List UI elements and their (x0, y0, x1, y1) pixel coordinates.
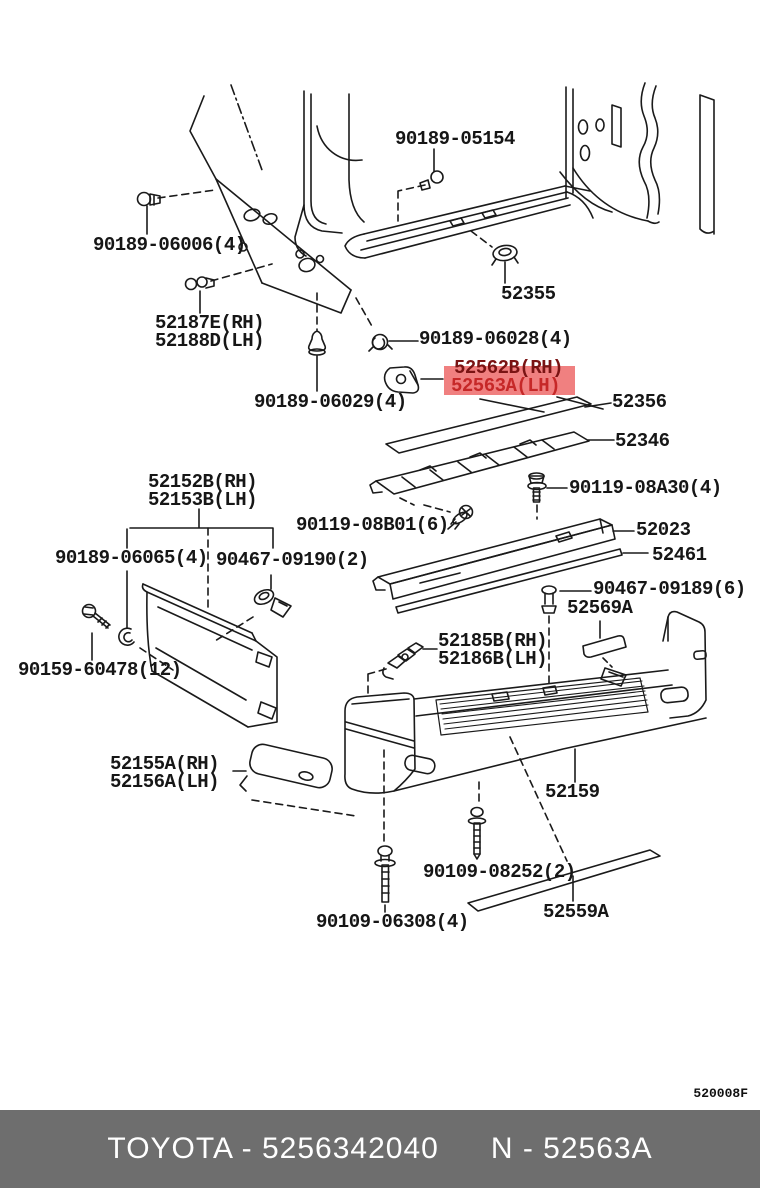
clip-90189-06006-drawing (138, 190, 216, 234)
part-label-52356[interactable]: 52356 (612, 391, 667, 413)
screw-90119-08B01-drawing (448, 506, 473, 530)
part-label-52159[interactable]: 52159 (545, 781, 600, 803)
part-label-52562b-52563a-selected[interactable]: 52562B(RH) 52563A(LH) (451, 357, 564, 397)
clip-52187-drawing (186, 264, 273, 313)
part-label-52185b-52186b[interactable]: 52185B(RH) 52186B(LH) (438, 630, 548, 670)
screw-90119-08A30-drawing (528, 473, 567, 519)
part-label-52187e-52188d[interactable]: 52187E(RH) 52188D(LH) (155, 312, 265, 352)
part-label-90189-05154[interactable]: 90189-05154 (395, 128, 515, 150)
footer-reference-number: N - 52563A (490, 1132, 653, 1165)
part-label-90159-60478[interactable]: 90159-60478(12) (18, 659, 182, 681)
part-label-52155a-52156a[interactable]: 52155A(RH) 52156A(LH) (110, 753, 220, 793)
part-label-52023[interactable]: 52023 (636, 519, 691, 541)
part-label-90189-06028[interactable]: 90189-06028(4) (419, 328, 572, 350)
bolt-90109-08252-drawing (469, 782, 486, 859)
part-label-52355[interactable]: 52355 (501, 283, 556, 305)
part-label-90119-08a30[interactable]: 90119-08A30(4) (569, 477, 722, 499)
body-quarter-panel-drawing (190, 85, 362, 313)
diagram-code: 520008F (693, 1086, 748, 1101)
bolt-90109-06308-drawing (375, 750, 395, 912)
part-label-90119-08b01[interactable]: 90119-08B01(6) (296, 514, 449, 536)
part-label-90189-06006[interactable]: 90189-06006(4) (93, 234, 246, 256)
part-label-90467-09189[interactable]: 90467-09189(6) (593, 578, 746, 600)
pad-52569-drawing (583, 621, 626, 686)
part-label-90109-06308[interactable]: 90109-06308(4) (316, 911, 469, 933)
clip-90189-06028-drawing (356, 298, 418, 351)
part-label-52152b-52153b[interactable]: 52152B(RH) 52153B(LH) (148, 471, 258, 511)
part-label-90109-08252[interactable]: 90109-08252(2) (423, 861, 576, 883)
part-label-90189-06029[interactable]: 90189-06029(4) (254, 391, 407, 413)
pad-52155-drawing (233, 742, 356, 816)
mudguard-52152-drawing (130, 509, 277, 727)
clip-52355-drawing (471, 231, 518, 283)
part-label-52346[interactable]: 52346 (615, 430, 670, 452)
part-label-90189-06065[interactable]: 90189-06065(4) (55, 547, 208, 569)
part-label-52461[interactable]: 52461 (652, 544, 707, 566)
bracket-52185-drawing (368, 643, 437, 696)
part-label-52569a[interactable]: 52569A (567, 597, 633, 619)
bolt-90159-60478-drawing (83, 605, 111, 661)
clip-90467-09190-drawing (215, 575, 291, 641)
part-label-52559a[interactable]: 52559A (543, 901, 609, 923)
part-label-90467-09190[interactable]: 90467-09190(2) (216, 549, 369, 571)
step-plate-52346-drawing (370, 432, 614, 512)
body-pillars-drawing (295, 83, 714, 256)
rocker-sill-drawing (345, 186, 593, 258)
clip-90189-05154-drawing (398, 149, 443, 221)
footer-part-number: TOYOTA - 5256342040 (107, 1132, 439, 1165)
footer-bar (0, 1110, 760, 1188)
stud-90189-06029-drawing (309, 293, 326, 391)
